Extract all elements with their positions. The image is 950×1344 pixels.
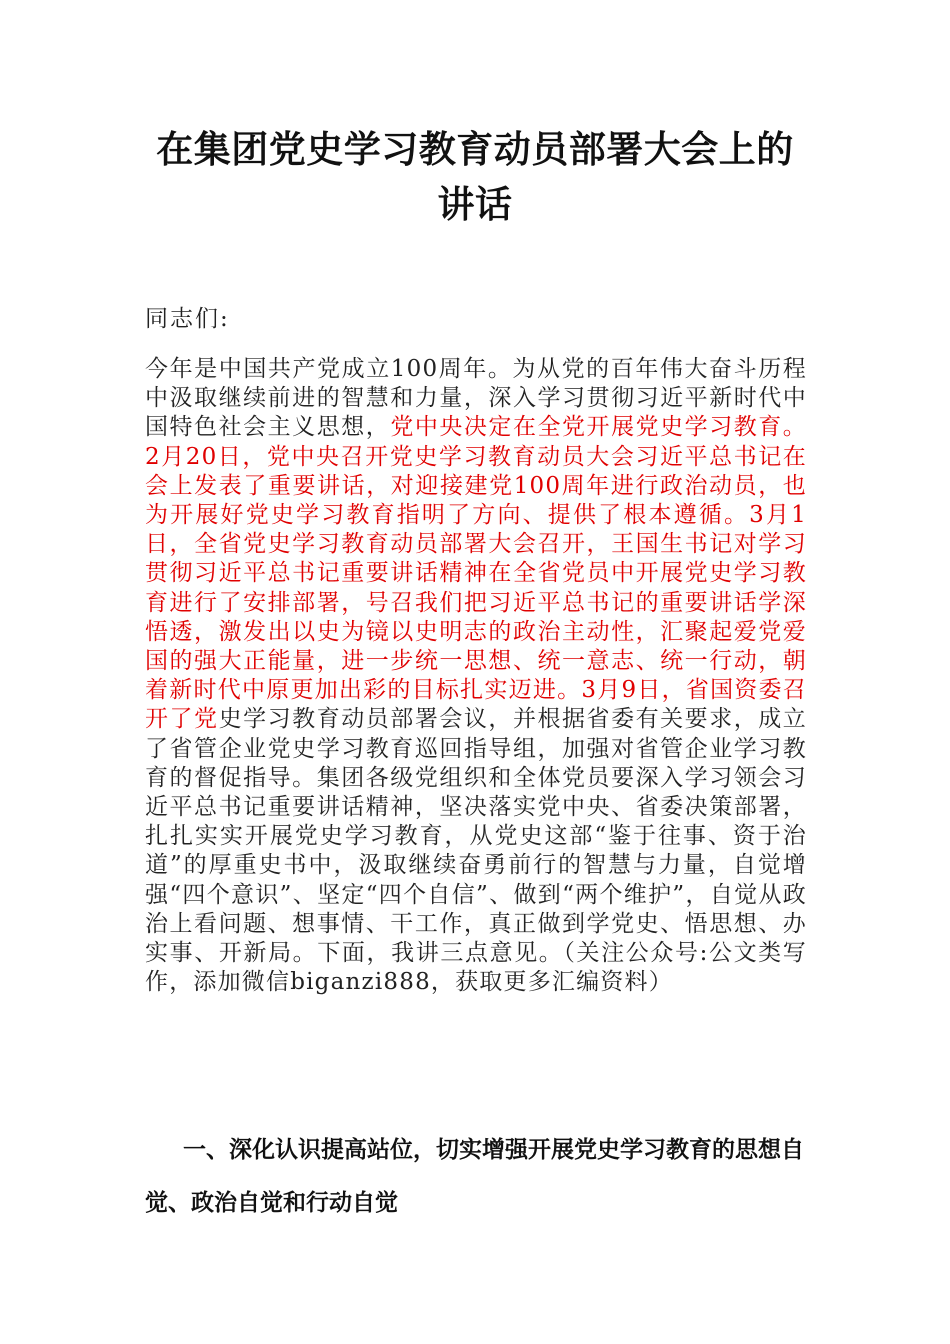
paragraph-text-black: 今年是中国共产党成立100周年。为从党的百年伟大奋斗历程中汲取继续前进的智慧和力量，深入学习贯彻习近平新时代中国特色社会主义思想， xyxy=(145,356,807,441)
intro-paragraph xyxy=(145,355,807,997)
document-title: 在集团党史学习教育动员部署大会上的讲话 xyxy=(156,127,794,226)
paragraph-text-black-continued: 史学习教育动员部署会议，并根据省委有关要求，成立了省管企业党史学习教育巡回指导组，加强对省管企业学习教育的督促指导。集团各级党组织和全体党员要深入学习领会习近平总书记重要讲话精神，坚决落实党中央、省委决策部署，扎扎实实开展党史学习教育，从党史这部“鉴于往事、资于治道”的厚重史书中，汲取继续奋勇前行的智慧与力量，自觉增强“四个意识”、坚定“四个自信”、做到“两个维护”，自觉从政治上看问题、想事情、干工作，真正做到学党史、悟思想、办实事、开新局。下面，我讲三点意见。（关注公众号:公文类写作，添加微信biganzi888，获取更多汇编资料） xyxy=(145,706,807,996)
paragraph-text-red-highlight: 党中央决定在全党开展党史学习教育。2月20日，党中央召开党史学习教育动员大会习近平总书记在会上发表了重要讲话，对迎接建党100周年进行政治动员，也为开展好党史学习教育指明了方向、提供了根本遵循。3月1日，全省党史学习教育动员部署大会召开，王国生书记对学习贯彻习近平总书记重要讲话精神在全省党员中开展党史学习教育进行了安排部署，号召我们把习近平总书记的重要讲话学深悟透，激发出以史为镜以史明志的政治主动性，汇聚起爱党爱国的强大正能量，进一步统一思想、统一意志、统一行动，朝着新时代中原更加出彩的目标扎实迈进。3月9日，省国资委召开了党 xyxy=(145,414,808,733)
section-heading: 一、深化认识提高站位，切实增强开展党史学习教育的思想自觉、政治自觉和行动自觉 xyxy=(145,1137,804,1216)
greeting: 同志们: xyxy=(145,306,230,332)
